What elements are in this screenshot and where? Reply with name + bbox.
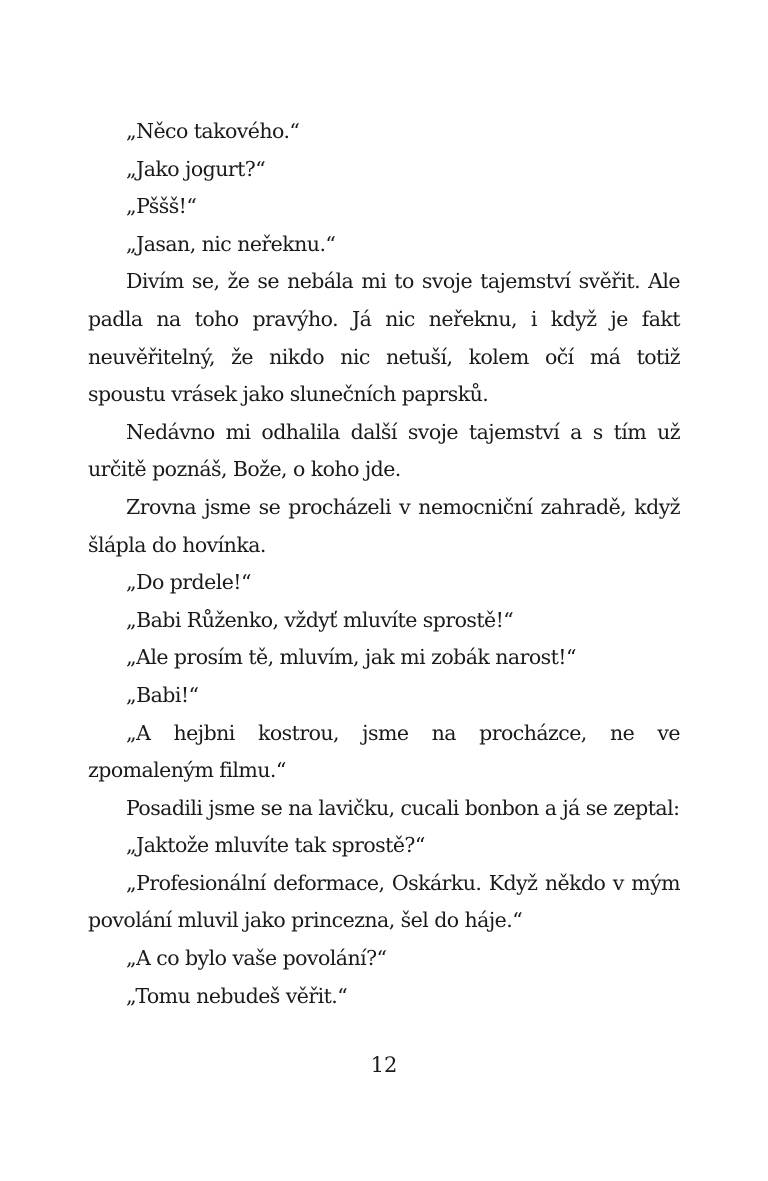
paragraph: „Něco takového.“ [126, 119, 300, 143]
paragraph: „Profesionální deformace, Oskárku. Když někdo v mým povolání mluvil jako princezna, šel do háje.“ [88, 870, 680, 933]
paragraph: „Jasan, nic neřeknu.“ [126, 231, 336, 256]
page-number: 12 [370, 1053, 398, 1077]
paragraph: „Pššš!“ [126, 194, 197, 219]
paragraph: Posadili jsme se na lavičku, cucali bonbon a já se zeptal: [126, 795, 680, 820]
paragraph: „Jako jogurt?“ [126, 156, 266, 181]
paragraph: „A co bylo vaše povolání?“ [126, 946, 387, 971]
paragraph: „Ale prosím tě, mluvím, jak mi zobák narost!“ [126, 645, 576, 670]
paragraph: „Jaktože mluvíte tak sprostě?“ [126, 833, 425, 858]
paragraph: „Do prdele!“ [126, 570, 251, 595]
paragraph: Nedávno mi odhalila další svoje tajemství a s tím už určitě poznáš, Bože, o koho jde. [88, 419, 680, 482]
paragraph: „Tomu nebudeš věřit.“ [126, 983, 348, 1008]
paragraph: „Babi!“ [126, 682, 199, 707]
paragraph: Divím se, že se nebála mi to svoje tajemství svěřit. Ale padla na toho pravýho. Já nic neřeknu, i když je fakt neuvěřitelný, že nikdo nic netuší, kolem očí má totiž spoustu vrásek jako slunečních paprsků. [88, 269, 680, 407]
paragraph: Zrovna jsme se procházeli v nemocniční zahradě, když šlápla do hovínka. [88, 494, 680, 557]
paragraph: „A hejbni kostrou, jsme na procházce, ne ve zpomaleným filmu.“ [88, 720, 680, 783]
paragraph: „Babi Růženko, vždyť mluvíte sprostě!“ [126, 607, 514, 632]
page-text [88, 113, 680, 1015]
